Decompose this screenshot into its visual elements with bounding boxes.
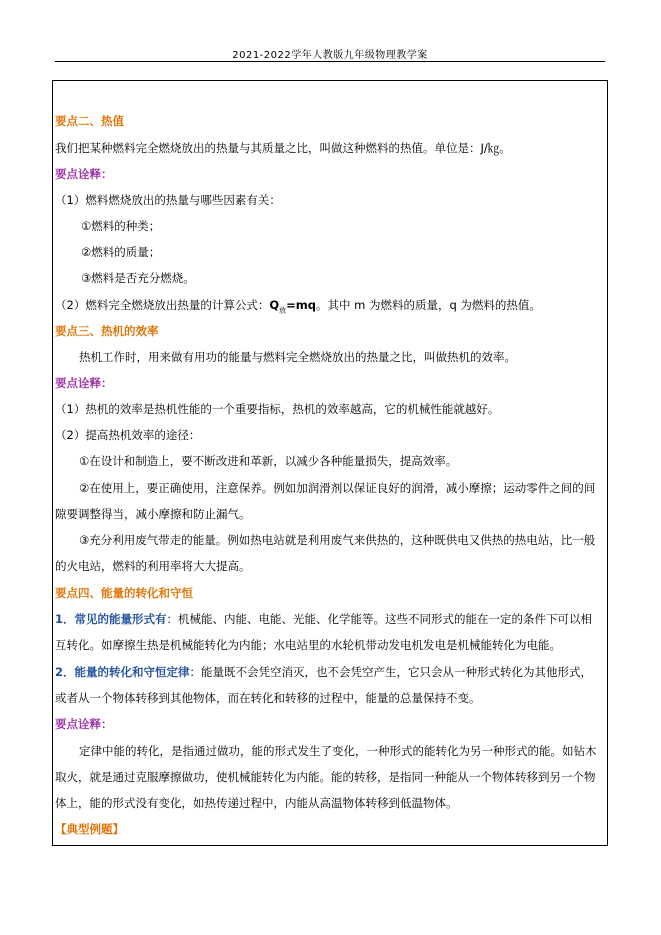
note-line: （1）热机的效率是热机性能的一个重要指标，热机的效率越高，它的机械性能就越好。 [55,402,500,416]
note-line: 取火，就是通过克服摩擦做功，使机械能转化为内能。能的转移，是指同一种能从一个物体转移到另一个物 [55,770,596,784]
section-heading-energy-conservation: 要点四、能量的转化和守恒 [55,586,193,600]
note-line: 体上，能的形式没有变化，如热传递过程中，内能从高温物体转移到低温物体。 [55,796,458,810]
note-line: （1）燃料燃烧放出的热量与哪些因素有关： [55,193,281,207]
energy-forms-line [55,612,592,626]
conservation-law-line [55,665,592,679]
note-line: ①燃料的种类； [81,219,161,233]
note-heading: 要点诠释： [55,376,113,390]
page-header: 2021-2022学年人教版九年级物理教学案 [232,50,428,61]
note-line: ①在设计和制造上，要不断改进和革新，以减少各种能量损失，提高效率。 [79,454,458,468]
formula-intro: （2）燃料完全燃烧放出热量的计算公式： [55,298,270,312]
conservation-law-text: ：能量既不会凭空消灭，也不会凭空产生，它只会从一种形式转化为其他形式， [189,665,593,679]
formula-subscript: 放 [279,306,287,315]
note-line: 的火电站，燃料的利用率将大大提高。 [55,559,251,573]
header-divider [55,61,605,62]
section-heading-heat-value: 要点二、热值 [55,114,124,128]
note-line: ②在使用上，要正确使用，注意保养。例如加润滑剂以保证良好的润滑，减小摩擦；运动零件之间的间 [79,481,596,495]
formula-line [55,298,541,317]
heat-value-definition: 我们把某种燃料完全燃烧放出的热量与其质量之比，叫做这种燃料的热值。单位是：J/㎏。 [55,141,511,155]
section-heading-engine-efficiency: 要点三、热机的效率 [55,324,159,338]
energy-forms-label: 1．常见的能量形式有 [55,612,167,626]
note-line: 定律中能的转化，是指通过做功，能的形式发生了变化，一种形式的能转化为另一种形式的能。如钻木 [79,744,597,758]
note-heading: 要点诠释： [55,167,113,181]
engine-efficiency-definition: 热机工作时，用来做有用功的能量与燃料完全燃烧放出的热量之比，叫做热机的效率。 [79,350,516,364]
note-line: （2）提高热机效率的途径： [55,428,201,442]
typical-examples-heading: 【典型例题】 [55,822,124,836]
conservation-law-text-cont: 或者从一个物体转移到其他物体，而在转化和转移的过程中，能量的总量保持不变。 [55,691,481,705]
conservation-law-label: 2．能量的转化和守恒定律 [55,665,190,679]
note-line: ③充分利用废气带走的能量。例如热电站就是利用废气来供热的，这种既供电又供热的热电站，比一般 [79,533,596,547]
energy-forms-text: ：机械能、内能、电能、光能、化学能等。这些不同形式的能在一定的条件下可以相 [166,612,593,626]
note-line: ③燃料是否充分燃烧。 [81,271,195,285]
note-line: 隙要调整得当，减小摩擦和防止漏气。 [55,507,251,521]
formula-explanation: 。其中 m 为燃料的质量，q 为燃料的热值。 [315,298,541,312]
formula-rest: =mq [286,298,316,312]
formula-q: Q [269,298,280,312]
note-line: ②燃料的质量； [81,245,161,259]
energy-forms-text-cont: 互转化。如摩擦生热是机械能转化为内能；水电站里的水轮机带动发电机发电是机械能转化为电能。 [55,638,561,652]
note-heading: 要点诠释： [55,717,113,731]
